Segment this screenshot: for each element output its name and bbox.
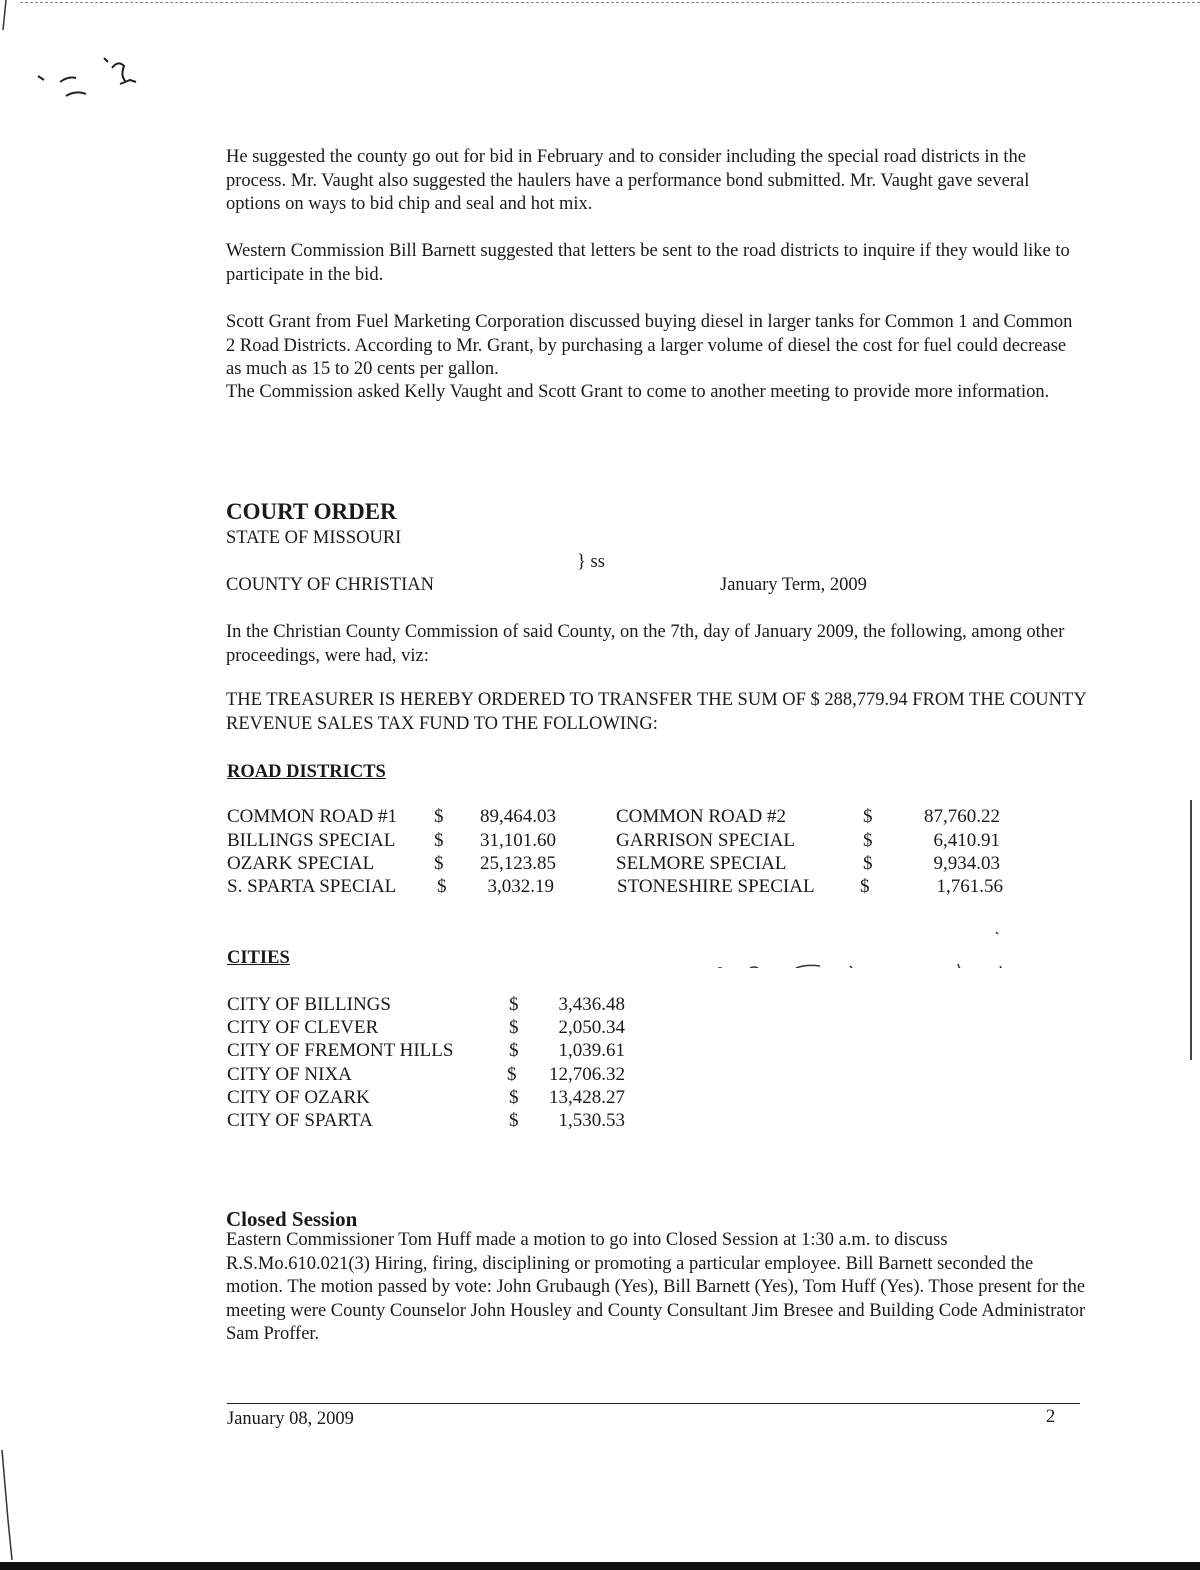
city-name: CITY OF SPARTA xyxy=(227,1110,373,1131)
page-number: 2 xyxy=(1046,1407,1056,1427)
paragraph-fuel-marketing: Scott Grant from Fuel Marketing Corporation discussed buying diesel in larger tanks for Common 1 and Common 2 Road Districts. According to Mr. Grant, by purchasing a larger volume of diesel the cost for fuel could decrease as much as 15 to 20 cents per gallon. xyxy=(226,312,1073,379)
currency-symbol: $ xyxy=(509,1017,519,1038)
scan-edge-left xyxy=(0,0,20,1570)
district-amount: 3,032.19 xyxy=(487,876,554,897)
currency-symbol: $ xyxy=(863,853,873,874)
city-name: CITY OF NIXA xyxy=(227,1064,352,1085)
currency-symbol: $ xyxy=(509,1040,519,1061)
district-amount: 25,123.85 xyxy=(480,853,556,874)
currency-symbol: $ xyxy=(509,1087,519,1108)
district-amount: 89,464.03 xyxy=(480,806,556,827)
treasurer-order: THE TREASURER IS HEREBY ORDERED TO TRANSFER THE SUM OF $ 288,779.94 FROM THE COUNTY REVENUE SALES TAX FUND TO THE FOLLOWING: xyxy=(226,690,1086,734)
table-row xyxy=(0,876,1200,899)
district-name: OZARK SPECIAL xyxy=(227,853,375,874)
footer-date: January 08, 2009 xyxy=(227,1409,354,1429)
currency-symbol: $ xyxy=(863,830,873,851)
commission-intro: In the Christian County Commission of said County, on the 7th, day of January 2009, the following, among other proceedings, were had, viz: xyxy=(226,622,1065,666)
footer-rule xyxy=(227,1403,1080,1404)
district-name: SELMORE SPECIAL xyxy=(616,853,787,874)
scan-speckle xyxy=(710,928,1070,968)
county-line: COUNTY OF CHRISTIAN xyxy=(226,575,434,595)
district-name: GARRISON SPECIAL xyxy=(616,830,795,851)
currency-symbol: $ xyxy=(863,806,873,827)
ss-mark: } ss xyxy=(577,552,605,572)
paragraph-commission-request: The Commission asked Kelly Vaught and Scott Grant to come to another meeting to provide more information. xyxy=(226,382,1050,402)
currency-symbol: $ xyxy=(434,830,444,851)
cities-heading: CITIES xyxy=(227,948,290,968)
term-line: January Term, 2009 xyxy=(720,575,867,595)
table-row xyxy=(0,1110,1200,1133)
currency-symbol: $ xyxy=(509,1110,519,1131)
city-name: CITY OF CLEVER xyxy=(227,1017,379,1038)
district-name: BILLINGS SPECIAL xyxy=(227,830,396,851)
city-amount: 3,436.48 xyxy=(558,994,625,1015)
currency-symbol: $ xyxy=(434,853,444,874)
district-amount: 87,760.22 xyxy=(924,806,1000,827)
court-order-heading: COURT ORDER xyxy=(226,499,397,524)
table-row xyxy=(0,994,1200,1017)
scan-smudge xyxy=(30,40,170,110)
district-amount: 1,761.56 xyxy=(936,876,1003,897)
closed-session-heading: Closed Session xyxy=(226,1207,358,1231)
city-amount: 2,050.34 xyxy=(558,1017,625,1038)
table-row xyxy=(0,853,1200,876)
district-name: COMMON ROAD #1 xyxy=(227,806,397,827)
state-line: STATE OF MISSOURI xyxy=(226,528,402,548)
district-amount: 31,101.60 xyxy=(480,830,556,851)
table-row xyxy=(0,1087,1200,1110)
table-row xyxy=(0,1064,1200,1087)
city-amount: 1,039.61 xyxy=(558,1040,625,1061)
city-amount: 12,706.32 xyxy=(549,1064,625,1085)
scan-edge-bottom xyxy=(0,1562,1200,1570)
city-amount: 13,428.27 xyxy=(549,1087,625,1108)
currency-symbol: $ xyxy=(509,994,519,1015)
city-amount: 1,530.53 xyxy=(558,1110,625,1131)
paragraph-bid-suggestion: He suggested the county go out for bid in February and to consider including the special road districts in the process. Mr. Vaught also suggested the haulers have a performance bond submitted. Mr. Vaught gave several options on ways to bid chip and seal and hot mix. xyxy=(226,147,1030,214)
district-name: S. SPARTA SPECIAL xyxy=(227,876,397,897)
district-name: COMMON ROAD #2 xyxy=(616,806,786,827)
table-row xyxy=(0,830,1200,853)
district-amount: 9,934.03 xyxy=(933,853,1000,874)
closed-session-text: Eastern Commissioner Tom Huff made a motion to go into Closed Session at 1:30 a.m. to discuss R.S.Mo.610.021(3) Hiring, firing, disciplining or promoting a particular employee. Bill Barnett seconded the motion. The motion passed by vote: John Grubaugh (Yes), Bill Barnett (Yes), Tom Huff (Yes). Those present for the meeting were County Counselor John Housley and County Consultant Jim Bresee and Building Code Administrator Sam Proffer. xyxy=(226,1230,1086,1344)
scan-edge-top xyxy=(20,2,1200,3)
table-row xyxy=(0,1040,1200,1063)
table-row xyxy=(0,806,1200,829)
currency-symbol: $ xyxy=(860,876,870,897)
city-name: CITY OF BILLINGS xyxy=(227,994,391,1015)
road-districts-heading: ROAD DISTRICTS xyxy=(227,762,386,782)
currency-symbol: $ xyxy=(434,806,444,827)
currency-symbol: $ xyxy=(507,1064,517,1085)
paragraph-barnett-letters: Western Commission Bill Barnett suggested that letters be sent to the road districts to inquire if they would like to participate in the bid. xyxy=(226,241,1070,285)
table-row xyxy=(0,1017,1200,1040)
district-amount: 6,410.91 xyxy=(933,830,1000,851)
district-name: STONESHIRE SPECIAL xyxy=(617,876,815,897)
city-name: CITY OF FREMONT HILLS xyxy=(227,1040,454,1061)
city-name: CITY OF OZARK xyxy=(227,1087,370,1108)
currency-symbol: $ xyxy=(437,876,447,897)
